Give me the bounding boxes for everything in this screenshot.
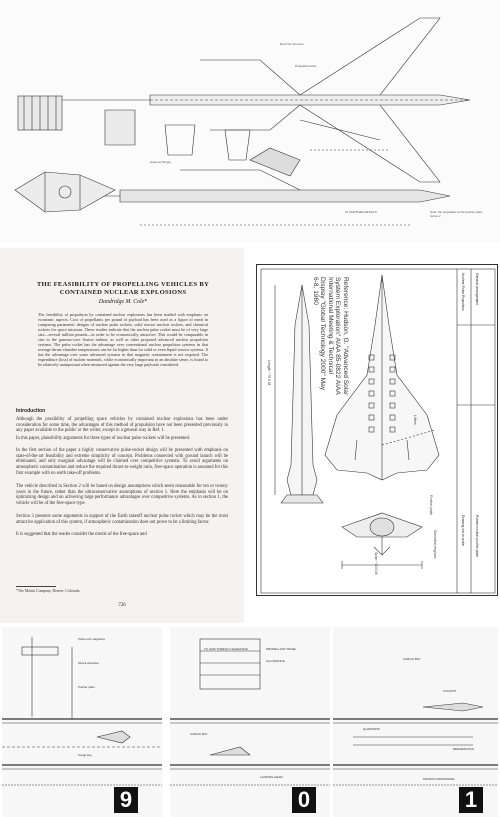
paper-paragraph: In the first section of the paper a highly conservative pulse-rocket design will be presented with emphasis on state-of-the-art feasibility and extreme simplicity of concept. Problems connected with ground launch will be eliminated, and only marginal advantage will be claimed over competitive systems. To avoid arguments on atmospheric contamination and reduce the required thrust-to-weight ratio, free-space operation is assumed for this first example with no earth take-off problems. bbox=[16, 448, 228, 476]
strip-label: CARGO BAY bbox=[403, 657, 421, 661]
span-label: Span ~10.6 M bbox=[374, 552, 378, 575]
blueprint-label: Propellant tanks bbox=[295, 64, 317, 68]
blueprint-label: Roof the structure bbox=[280, 42, 304, 46]
paper-paragraph: In this paper, plausibility arguments for three types of nuclear pulse rockets will be presented. bbox=[16, 436, 190, 441]
sheet-number: 9 bbox=[114, 787, 138, 813]
paper-paragraph: The vehicle described in Section 2 will be based on design assumptions which seem reasonable for ten or twenty years in the future, rather than the ultraconservative assumptions of section 1. Here the emphasis will be on optimizing design and on achieving large performance advantages over competitive systems. As in section 1, the vehicle will be of the free-space type. bbox=[16, 484, 228, 507]
engines-label: Sinnertial engines bbox=[433, 530, 437, 559]
title-block-line: General arrangement bbox=[475, 273, 479, 306]
strip-label: QUARTERS bbox=[363, 727, 380, 731]
strip-label: Cargo bay bbox=[78, 753, 92, 757]
strip-label: COCKPIT bbox=[443, 689, 457, 693]
paper-abstract: The feasibility of propulsion by contained nuclear explosions has been studied with emphasis on economic aspects. Cost of propellants per pound of payload has been used as a figure of merit in comparing parametric designs of nuclear pulse rockets, solid reactor nuclear rockets, and chemical rockets for space missions. These studies indicate that the nuclear pulse rocket must be of very large size—several million pounds—in order to be economically attractive. This would be comparable in size to the gaseous-core fission turbine, as well as other proposed advanced nuclear propulsion systems. The pulse rocket has the advantage over conventional nuclear propulsion systems in that average thrust-chamber temperatures can be far higher than for solid or even liquid reactor systems. It has the advantage over some advanced systems in that magnetic containment is not required. The expenditure (loss) of nuclear materials, while economically important in an absolute sense, is found to be relatively unimportant when measured against the very large payloads considered. bbox=[38, 312, 208, 368]
blueprint-label: for FURTHER DETAILS bbox=[345, 210, 377, 214]
paper-page bbox=[0, 248, 244, 623]
strip-label: Pusher plate bbox=[78, 685, 95, 689]
paper-paragraph: Section 3 presents some arguments in support of the Earth takeoff nuclear pulse rocket which may be the most attractive application of this system, if atmospheric contamination does not prove to be a limiting factor. bbox=[16, 514, 228, 525]
sheet-number: 1 bbox=[459, 787, 483, 813]
paper-title: THE FEASIBILITY OF PROPELLING VEHICLES BY CONTAINED NUCLEAR EXPLOSIONS bbox=[36, 281, 210, 296]
strip-label: Shock absorber bbox=[78, 661, 100, 665]
sheet-strip-9 bbox=[2, 627, 162, 817]
strip-label: Pulse unit magazine bbox=[78, 637, 106, 641]
strip-label: TO HAM THREAD CLEARANCE bbox=[204, 647, 248, 651]
blueprint-label: Heat exchanger bbox=[150, 160, 172, 164]
strip-label: MISSION PERSONNEL bbox=[423, 777, 456, 781]
length-label: Length ~75.6 M bbox=[267, 360, 271, 386]
strip-drawing bbox=[2, 627, 162, 817]
reference-note: Reference: Hudson, G. "Advanced Solar System Exploration" AIAA 85-0822 AIAA International Meeting & Technical Display "Global Technology 2000" May 6-8, 1980 bbox=[311, 277, 349, 396]
strip-label: LANDING GEAR bbox=[260, 775, 283, 779]
sheet-number: 0 bbox=[292, 787, 316, 813]
sheet-strip-11 bbox=[333, 627, 498, 817]
blueprint-note: Note: the propellant to the pusher plate, hence it bbox=[430, 210, 483, 218]
strip-label: ALLOWANCE bbox=[266, 659, 285, 663]
lifters-label: Lifters bbox=[413, 415, 417, 425]
title-block-line: Pulsed nuclear pusher plate bbox=[475, 515, 479, 558]
drawing-sheet bbox=[256, 264, 498, 596]
section-heading: Introduction bbox=[16, 408, 46, 414]
paper-paragraph: Although the possibility of propelling space vehicles by contained nuclear explosions has been under consideration for some time, the advantages of this method of propulsion have not been presented previously in any paper available to the public or the writer, except in a general way in Ref. 1. bbox=[16, 417, 228, 434]
blueprint-drawing bbox=[0, 0, 500, 242]
blueprint-panel bbox=[0, 0, 500, 242]
spacecraft-drawing bbox=[257, 265, 498, 596]
strip-label: CARGO BAY bbox=[190, 732, 208, 736]
sheet-strip-10 bbox=[170, 627, 330, 817]
paper-paragraph: It is suggested that the reader consider the merits of the free-space and bbox=[16, 532, 147, 537]
pusher-plate-label: Pusher plate bbox=[429, 495, 433, 516]
footnote-rule bbox=[16, 586, 56, 587]
strip-label: PROPELLANT PANEL bbox=[266, 647, 297, 651]
strip-label: RENDEZVOUS bbox=[453, 747, 474, 751]
paper-author: Dandridge M. Cole* bbox=[98, 299, 148, 305]
page-number: 726 bbox=[118, 603, 126, 608]
footnote: *The Martin Company, Denver, Colorado. bbox=[16, 589, 81, 593]
title-block-line: Drawing not to scale bbox=[461, 515, 465, 546]
title-block-line: Nuclear Pulse Propulsion bbox=[461, 273, 465, 312]
